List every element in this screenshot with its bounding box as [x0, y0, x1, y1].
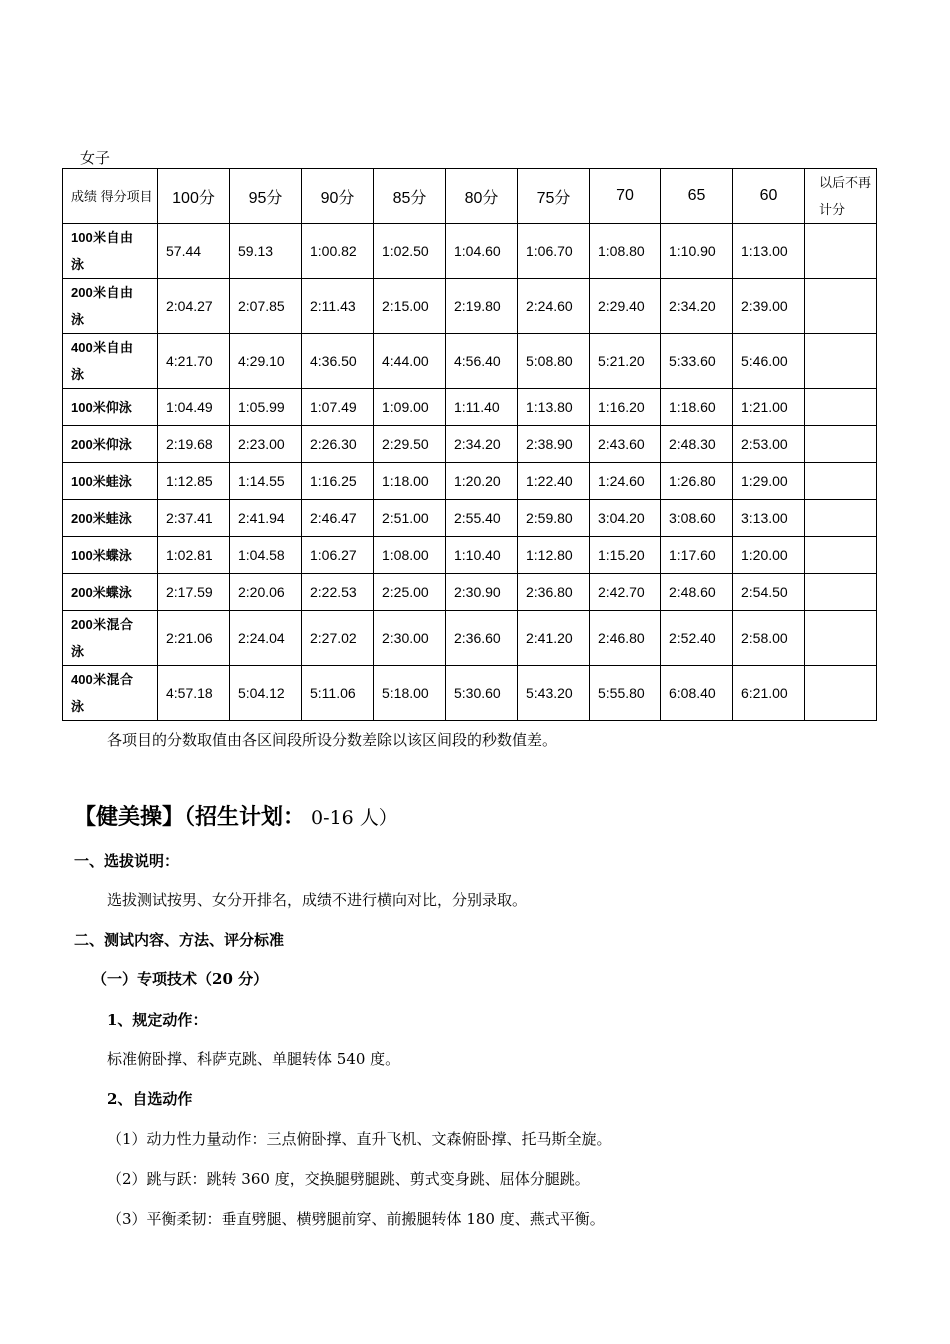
time-cell: 1:06.70: [518, 224, 590, 279]
event-name-cell: 100米蝶泳: [63, 537, 158, 574]
empty-cell: [805, 426, 877, 463]
table-caption: 女子: [80, 149, 111, 167]
heading-optional-moves: 2、自选动作: [107, 1090, 193, 1108]
time-cell: 1:15.20: [590, 537, 661, 574]
event-name-cell: 400米自由泳: [63, 334, 158, 389]
time-cell: 1:08.00: [374, 537, 446, 574]
swimming-score-table: [62, 168, 877, 721]
time-cell: 1:08.80: [590, 224, 661, 279]
time-cell: 6:21.00: [733, 666, 805, 721]
time-cell: 2:34.20: [661, 279, 733, 334]
time-cell: 1:00.82: [302, 224, 374, 279]
time-cell: 2:07.85: [230, 279, 302, 334]
corner-header: 成绩 得分项目: [63, 169, 158, 224]
time-cell: 1:20.20: [446, 463, 518, 500]
paragraph-power-moves: （1）动力性力量动作：三点俯卧撑、直升飞机、文森俯卧撑、托马斯全旋。: [107, 1130, 612, 1148]
empty-cell: [805, 389, 877, 426]
time-cell: 1:21.00: [733, 389, 805, 426]
empty-cell: [805, 537, 877, 574]
time-cell: 5:18.00: [374, 666, 446, 721]
time-cell: 1:13.80: [518, 389, 590, 426]
table-header-row: [63, 169, 877, 224]
event-name-cell: 400米混合泳: [63, 666, 158, 721]
time-cell: 1:12.85: [158, 463, 230, 500]
time-cell: 2:24.60: [518, 279, 590, 334]
time-cell: 1:20.00: [733, 537, 805, 574]
table-row: [63, 389, 877, 426]
time-cell: 2:23.00: [230, 426, 302, 463]
table-row: [63, 224, 877, 279]
score-header: 60: [733, 169, 805, 224]
event-name-cell: 100米仰泳: [63, 389, 158, 426]
time-cell: 2:51.00: [374, 500, 446, 537]
time-cell: 5:55.80: [590, 666, 661, 721]
time-cell: 2:11.43: [302, 279, 374, 334]
time-cell: 1:12.80: [518, 537, 590, 574]
table-row: [63, 334, 877, 389]
paragraph-required-moves: 标准俯卧撑、科萨克跳、单腿转体 540 度。: [107, 1050, 401, 1068]
table-row: [63, 666, 877, 721]
score-header: 70: [590, 169, 661, 224]
score-header: 75分: [518, 169, 590, 224]
table-row: [63, 500, 877, 537]
empty-cell: [805, 666, 877, 721]
time-cell: 4:29.10: [230, 334, 302, 389]
score-header: 85分: [374, 169, 446, 224]
table-row: [63, 537, 877, 574]
time-cell: 2:17.59: [158, 574, 230, 611]
event-name-cell: 200米自由泳: [63, 279, 158, 334]
time-cell: 2:36.80: [518, 574, 590, 611]
event-name-cell: 200米蛙泳: [63, 500, 158, 537]
time-cell: 2:27.02: [302, 611, 374, 666]
time-cell: 2:21.06: [158, 611, 230, 666]
time-cell: 2:48.60: [661, 574, 733, 611]
heading-special-skill: （一）专项技术（20 分）: [92, 970, 269, 988]
time-cell: 2:24.04: [230, 611, 302, 666]
table-row: [63, 279, 877, 334]
time-cell: 2:19.68: [158, 426, 230, 463]
time-cell: 3:08.60: [661, 500, 733, 537]
time-cell: 5:33.60: [661, 334, 733, 389]
time-cell: 2:58.00: [733, 611, 805, 666]
score-header: 95分: [230, 169, 302, 224]
time-cell: 1:29.00: [733, 463, 805, 500]
time-cell: 2:41.20: [518, 611, 590, 666]
paragraph-balance: （3）平衡柔韧：垂直劈腿、横劈腿前穿、前搬腿转体 180 度、燕式平衡。: [107, 1210, 605, 1228]
time-cell: 4:21.70: [158, 334, 230, 389]
time-cell: 2:43.60: [590, 426, 661, 463]
scoring-note: 各项目的分数取值由各区间段所设分数差除以该区间段的秒数值差。: [107, 731, 558, 749]
time-cell: 2:48.30: [661, 426, 733, 463]
score-header: 65: [661, 169, 733, 224]
time-cell: 6:08.40: [661, 666, 733, 721]
time-cell: 1:04.60: [446, 224, 518, 279]
empty-cell: [805, 334, 877, 389]
time-cell: 3:13.00: [733, 500, 805, 537]
time-cell: 1:22.40: [518, 463, 590, 500]
time-cell: 2:54.50: [733, 574, 805, 611]
time-cell: 2:26.30: [302, 426, 374, 463]
time-cell: 1:10.40: [446, 537, 518, 574]
empty-cell: [805, 500, 877, 537]
score-header: 80分: [446, 169, 518, 224]
time-cell: 4:44.00: [374, 334, 446, 389]
time-cell: 1:16.25: [302, 463, 374, 500]
time-cell: 1:06.27: [302, 537, 374, 574]
time-cell: 5:08.80: [518, 334, 590, 389]
time-cell: 2:38.90: [518, 426, 590, 463]
time-cell: 4:36.50: [302, 334, 374, 389]
time-cell: 1:04.49: [158, 389, 230, 426]
time-cell: 2:41.94: [230, 500, 302, 537]
time-cell: 2:29.40: [590, 279, 661, 334]
no-score-header: 以后不再计分: [805, 169, 877, 224]
heading-required-moves: 1、规定动作：: [107, 1011, 208, 1029]
event-name-cell: 100米蛙泳: [63, 463, 158, 500]
section-title: [74, 800, 398, 831]
score-header: 100分: [158, 169, 230, 224]
time-cell: 5:11.06: [302, 666, 374, 721]
empty-cell: [805, 574, 877, 611]
time-cell: 2:15.00: [374, 279, 446, 334]
time-cell: 57.44: [158, 224, 230, 279]
paragraph-jumps: （2）跳与跃：跳转 360 度，交换腿劈腿跳、剪式变身跳、屈体分腿跳。: [107, 1170, 590, 1188]
time-cell: 5:43.20: [518, 666, 590, 721]
time-cell: 2:34.20: [446, 426, 518, 463]
time-cell: 2:30.90: [446, 574, 518, 611]
event-name-cell: 200米混合泳: [63, 611, 158, 666]
table-row: [63, 463, 877, 500]
time-cell: 1:18.00: [374, 463, 446, 500]
time-cell: 2:25.00: [374, 574, 446, 611]
time-cell: 59.13: [230, 224, 302, 279]
empty-cell: [805, 279, 877, 334]
heading-selection-notes: 一、选拔说明：: [74, 852, 180, 870]
time-cell: 2:37.41: [158, 500, 230, 537]
time-cell: 5:04.12: [230, 666, 302, 721]
heading-test-content: 二、测试内容、方法、评分标准: [74, 931, 285, 949]
time-cell: 2:55.40: [446, 500, 518, 537]
score-header: 90分: [302, 169, 374, 224]
time-cell: 1:11.40: [446, 389, 518, 426]
time-cell: 1:10.90: [661, 224, 733, 279]
empty-cell: [805, 611, 877, 666]
time-cell: 2:59.80: [518, 500, 590, 537]
time-cell: 2:30.00: [374, 611, 446, 666]
time-cell: 2:39.00: [733, 279, 805, 334]
time-cell: 1:14.55: [230, 463, 302, 500]
empty-cell: [805, 224, 877, 279]
time-cell: 2:20.06: [230, 574, 302, 611]
time-cell: 4:57.18: [158, 666, 230, 721]
time-cell: 1:24.60: [590, 463, 661, 500]
event-name-cell: 200米仰泳: [63, 426, 158, 463]
section-title-text: 【健美操】（招生计划：: [74, 804, 306, 830]
time-cell: 2:36.60: [446, 611, 518, 666]
time-cell: 4:56.40: [446, 334, 518, 389]
time-cell: 2:22.53: [302, 574, 374, 611]
paragraph-selection-rule: 选拔测试按男、女分开排名，成绩不进行横向对比，分别录取。: [107, 891, 528, 909]
time-cell: 5:30.60: [446, 666, 518, 721]
event-name-cell: 200米蝶泳: [63, 574, 158, 611]
time-cell: 2:29.50: [374, 426, 446, 463]
time-cell: 2:46.80: [590, 611, 661, 666]
time-cell: 5:46.00: [733, 334, 805, 389]
table-row: [63, 426, 877, 463]
time-cell: 2:52.40: [661, 611, 733, 666]
time-cell: 1:16.20: [590, 389, 661, 426]
time-cell: 5:21.20: [590, 334, 661, 389]
time-cell: 3:04.20: [590, 500, 661, 537]
time-cell: 1:17.60: [661, 537, 733, 574]
time-cell: 1:02.50: [374, 224, 446, 279]
time-cell: 1:26.80: [661, 463, 733, 500]
time-cell: 2:04.27: [158, 279, 230, 334]
event-name-cell: 100米自由泳: [63, 224, 158, 279]
table-row: [63, 574, 877, 611]
time-cell: 1:09.00: [374, 389, 446, 426]
time-cell: 1:07.49: [302, 389, 374, 426]
time-cell: 1:18.60: [661, 389, 733, 426]
time-cell: 1:13.00: [733, 224, 805, 279]
enrollment-plan: 0-16 人）: [305, 807, 398, 829]
time-cell: 1:05.99: [230, 389, 302, 426]
table-row: [63, 611, 877, 666]
time-cell: 2:42.70: [590, 574, 661, 611]
time-cell: 2:19.80: [446, 279, 518, 334]
time-cell: 2:53.00: [733, 426, 805, 463]
empty-cell: [805, 463, 877, 500]
time-cell: 1:02.81: [158, 537, 230, 574]
time-cell: 2:46.47: [302, 500, 374, 537]
time-cell: 1:04.58: [230, 537, 302, 574]
